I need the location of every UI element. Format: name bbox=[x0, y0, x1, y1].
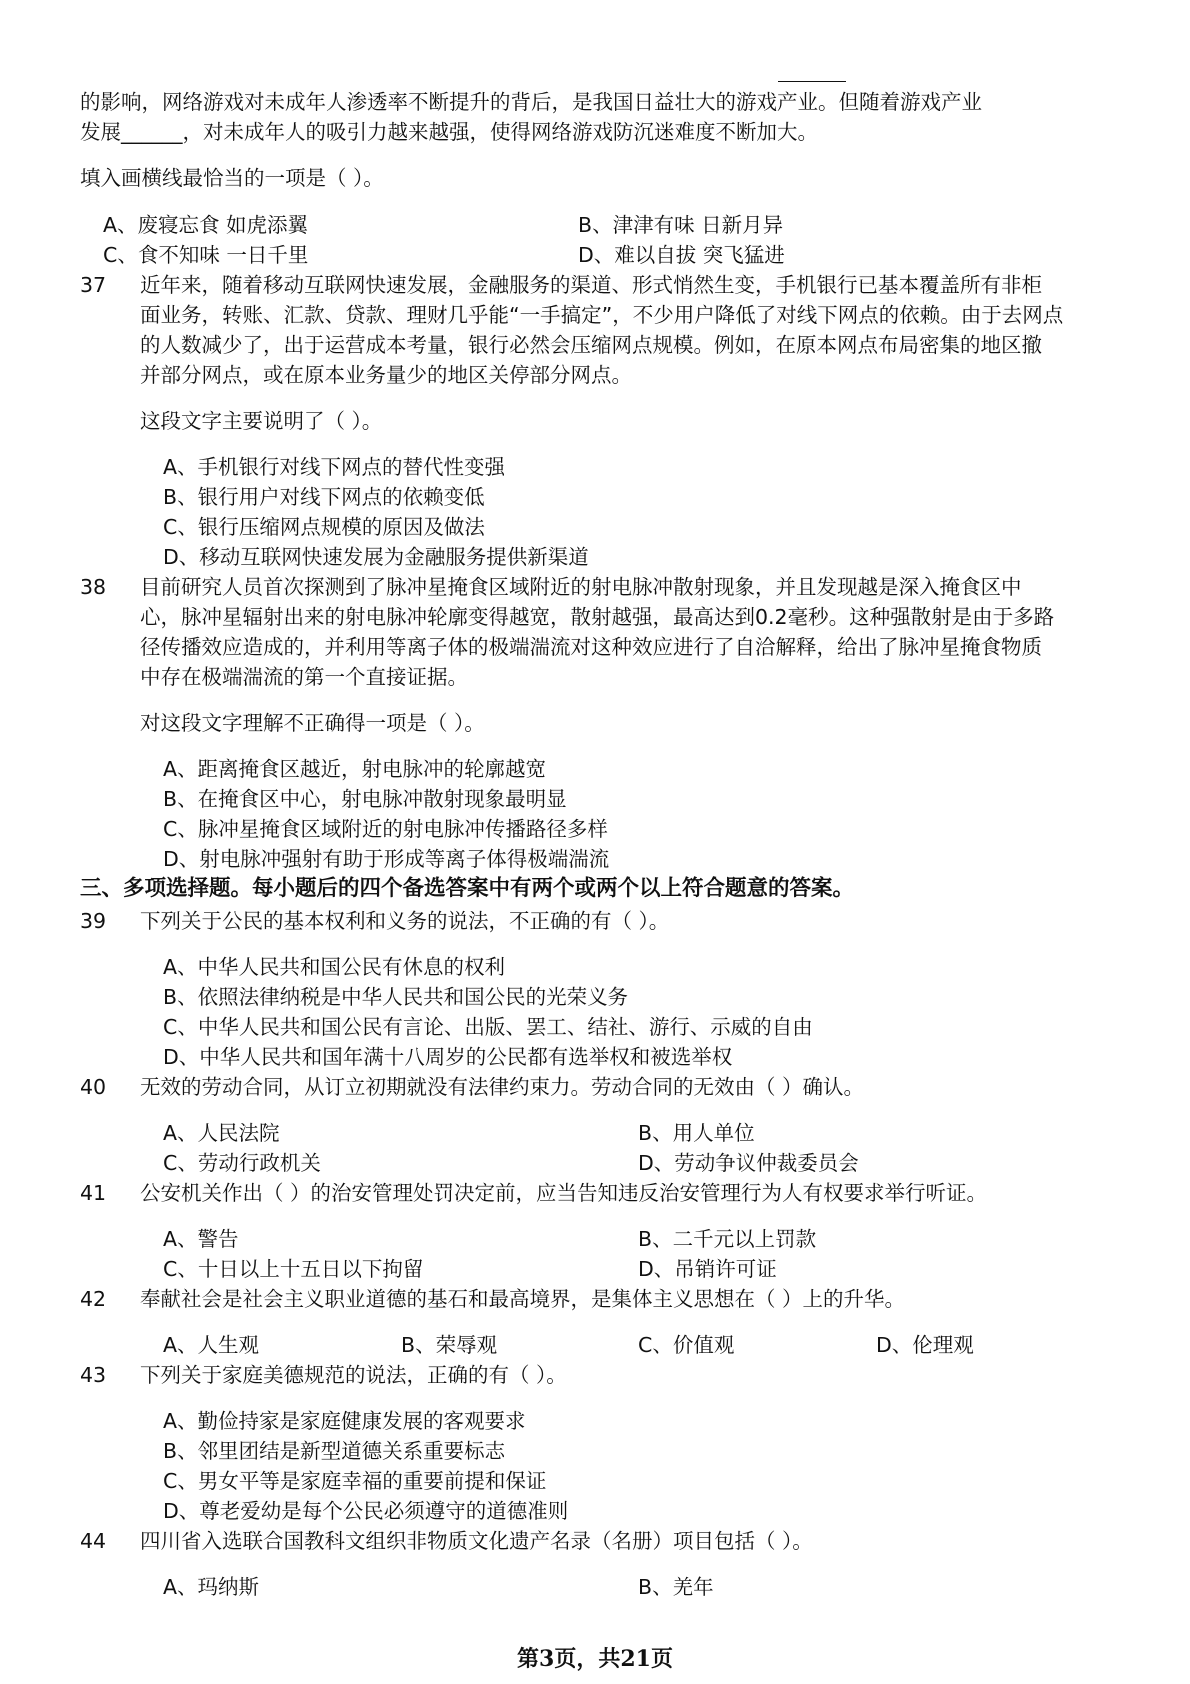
q36-option-d[interactable]: D、难以自拔 突飞猛进 bbox=[578, 243, 785, 267]
q38-text-line-1: 目前研究人员首次探测到了脉冲星掩食区域附近的射电脉冲散射现象，并且发现越是深入掩食区中 bbox=[140, 575, 1022, 599]
answer-blank bbox=[778, 81, 846, 82]
q44-text: 四川省入选联合国教科文组织非物质文化遗产名录（名册）项目包括（ ）。 bbox=[140, 1529, 813, 1553]
q40-option-b[interactable]: B、用人单位 bbox=[638, 1121, 755, 1145]
q36-option-a[interactable]: A、废寝忘食 如虎添翼 bbox=[103, 213, 309, 237]
q44-option-b[interactable]: B、羌年 bbox=[638, 1575, 714, 1599]
q38-number: 38 bbox=[80, 575, 107, 599]
q40-number: 40 bbox=[80, 1075, 107, 1099]
q42-option-c[interactable]: C、价值观 bbox=[638, 1333, 735, 1357]
q40-option-d[interactable]: D、劳动争议仲裁委员会 bbox=[638, 1151, 859, 1175]
q41-text: 公安机关作出（ ）的治安管理处罚决定前，应当告知违反治安管理行为人有权要求举行听证。 bbox=[140, 1181, 988, 1205]
q36-text-line-2: 发展______，对未成年人的吸引力越来越强，使得网络游戏防沉迷难度不断加大。 bbox=[80, 120, 818, 144]
q40-text: 无效的劳动合同，从订立初期就没有法律约束力。劳动合同的无效由（ ）确认。 bbox=[140, 1075, 865, 1099]
q37-text-line-4: 并部分网点，或在原本业务量少的地区关停部分网点。 bbox=[140, 363, 632, 387]
q37-option-a[interactable]: A、手机银行对线下网点的替代性变强 bbox=[163, 455, 506, 479]
q38-option-a[interactable]: A、距离掩食区越近，射电脉冲的轮廓越宽 bbox=[163, 757, 547, 781]
q39-option-d[interactable]: D、中华人民共和国年满十八周岁的公民都有选举权和被选举权 bbox=[163, 1045, 733, 1069]
q40-option-a[interactable]: A、人民法院 bbox=[163, 1121, 280, 1145]
q38-option-c[interactable]: C、脉冲星掩食区域附近的射电脉冲传播路径多样 bbox=[163, 817, 608, 841]
q43-number: 43 bbox=[80, 1363, 107, 1387]
q41-option-b[interactable]: B、二千元以上罚款 bbox=[638, 1227, 817, 1251]
q44-number: 44 bbox=[80, 1529, 107, 1553]
q38-text-line-4: 中存在极端湍流的第一个直接证据。 bbox=[140, 665, 468, 689]
q40-option-c[interactable]: C、劳动行政机关 bbox=[163, 1151, 321, 1175]
q39-option-c[interactable]: C、中华人民共和国公民有言论、出版、罢工、结社、游行、示威的自由 bbox=[163, 1015, 813, 1039]
page-number-footer: 第3页，共21页 bbox=[517, 1646, 673, 1672]
q41-option-d[interactable]: D、吊销许可证 bbox=[638, 1257, 777, 1281]
q37-option-c[interactable]: C、银行压缩网点规模的原因及做法 bbox=[163, 515, 485, 539]
q39-option-a[interactable]: A、中华人民共和国公民有休息的权利 bbox=[163, 955, 506, 979]
q38-text-line-2: 心，脉冲星辐射出来的射电脉冲轮廓变得越宽，散射越强，最高达到0.2毫秒。这种强散射是由于多路 bbox=[140, 605, 1055, 629]
q37-option-b[interactable]: B、银行用户对线下网点的依赖变低 bbox=[163, 485, 485, 509]
q37-text-line-1: 近年来，随着移动互联网快速发展，金融服务的渠道、形式悄然生变，手机银行已基本覆盖所有非柜 bbox=[140, 273, 1042, 297]
q39-number: 39 bbox=[80, 909, 107, 933]
q42-option-d[interactable]: D、伦理观 bbox=[876, 1333, 974, 1357]
q41-option-c[interactable]: C、十日以上十五日以下拘留 bbox=[163, 1257, 424, 1281]
q39-option-b[interactable]: B、依照法律纳税是中华人民共和国公民的光荣义务 bbox=[163, 985, 629, 1009]
q42-text: 奉献社会是社会主义职业道德的基石和最高境界，是集体主义思想在（ ）上的升华。 bbox=[140, 1287, 906, 1311]
q37-number: 37 bbox=[80, 273, 107, 297]
q37-option-d[interactable]: D、移动互联网快速发展为金融服务提供新渠道 bbox=[163, 545, 589, 569]
q43-option-b[interactable]: B、邻里团结是新型道德关系重要标志 bbox=[163, 1439, 506, 1463]
q36-prompt: 填入画横线最恰当的一项是（ ）。 bbox=[80, 166, 384, 190]
section-3-heading: 三、多项选择题。每小题后的四个备选答案中有两个或两个以上符合题意的答案。 bbox=[80, 876, 855, 901]
q37-text-line-2: 面业务，转账、汇款、贷款、理财几乎能“一手搞定”，不少用户降低了对线下网点的依赖。由于去网点 bbox=[140, 303, 1064, 327]
q42-option-a[interactable]: A、人生观 bbox=[163, 1333, 260, 1357]
q39-text: 下列关于公民的基本权利和义务的说法，不正确的有（ ）。 bbox=[140, 909, 670, 933]
q41-option-a[interactable]: A、警告 bbox=[163, 1227, 239, 1251]
q43-option-a[interactable]: A、勤俭持家是家庭健康发展的客观要求 bbox=[163, 1409, 526, 1433]
q37-text-line-3: 的人数减少了，出于运营成本考量，银行必然会压缩网点规模。例如，在原本网点布局密集的地区撤 bbox=[140, 333, 1042, 357]
q36-text-line-1: 的影响，网络游戏对未成年人渗透率不断提升的背后，是我国日益壮大的游戏产业。但随着游戏产业 bbox=[80, 90, 982, 114]
q38-text-line-3: 径传播效应造成的，并利用等离子体的极端湍流对这种效应进行了自洽解释，给出了脉冲星掩食物质 bbox=[140, 635, 1042, 659]
q38-option-b[interactable]: B、在掩食区中心，射电脉冲散射现象最明显 bbox=[163, 787, 567, 811]
q43-option-d[interactable]: D、尊老爱幼是每个公民必须遵守的道德准则 bbox=[163, 1499, 569, 1523]
q42-option-b[interactable]: B、荣辱观 bbox=[401, 1333, 498, 1357]
q36-option-c[interactable]: C、食不知味 一日千里 bbox=[103, 243, 309, 267]
q42-number: 42 bbox=[80, 1287, 107, 1311]
q41-number: 41 bbox=[80, 1181, 107, 1205]
q43-option-c[interactable]: C、男女平等是家庭幸福的重要前提和保证 bbox=[163, 1469, 547, 1493]
q37-prompt: 这段文字主要说明了（ ）。 bbox=[140, 409, 383, 433]
q36-option-b[interactable]: B、津津有味 日新月异 bbox=[578, 213, 784, 237]
q44-option-a[interactable]: A、玛纳斯 bbox=[163, 1575, 260, 1599]
q38-prompt: 对这段文字理解不正确得一项是（ ）。 bbox=[140, 711, 485, 735]
q38-option-d[interactable]: D、射电脉冲强射有助于形成等离子体得极端湍流 bbox=[163, 847, 610, 871]
q43-text: 下列关于家庭美德规范的说法，正确的有（ ）。 bbox=[140, 1363, 567, 1387]
